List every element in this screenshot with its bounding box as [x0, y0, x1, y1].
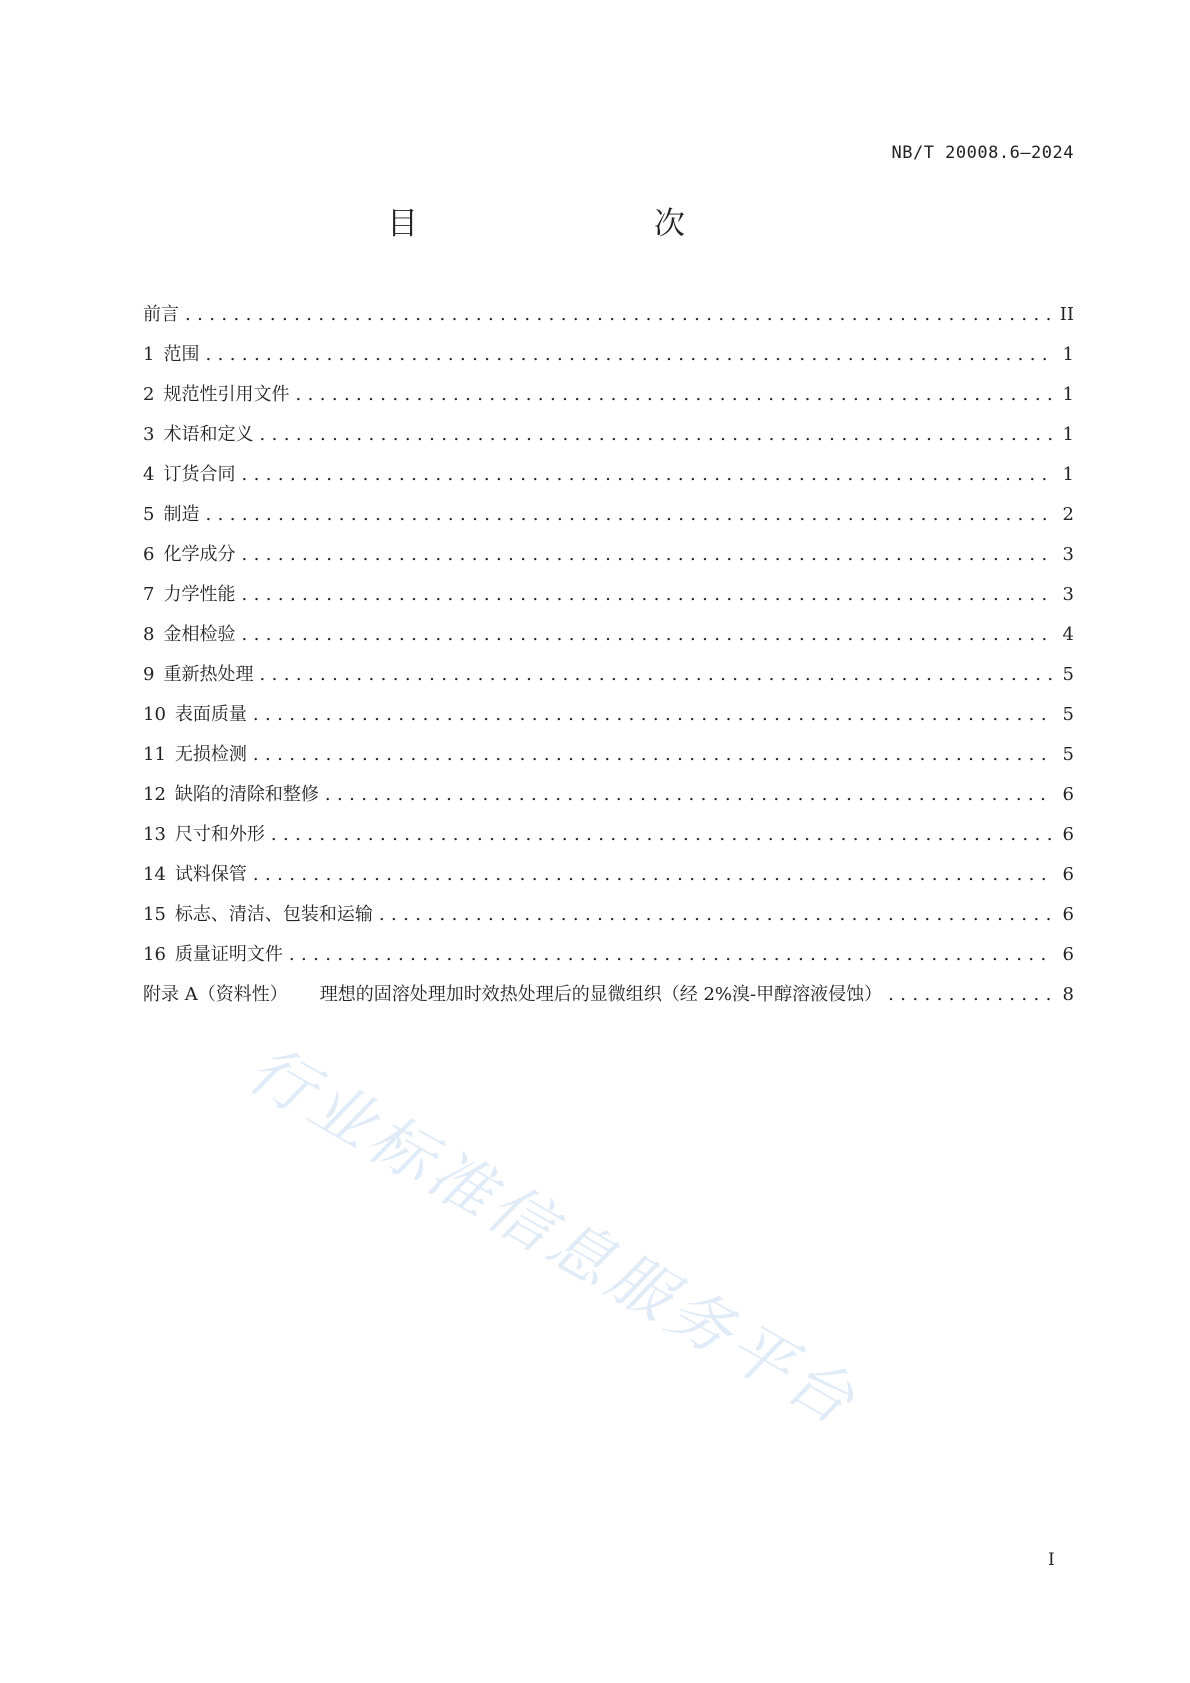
- toc-entry-number: 4: [143, 464, 155, 485]
- toc-entry-page: 1: [1062, 424, 1074, 445]
- toc-entry-label: 金相检验: [163, 624, 236, 645]
- toc-entry-label: 术语和定义: [163, 424, 254, 445]
- dot-leader: [253, 703, 1054, 727]
- toc-entry-16[interactable]: [143, 943, 1074, 983]
- toc-entry-page: 5: [1062, 704, 1074, 725]
- toc-entry-number: 7: [143, 584, 155, 605]
- toc-entry-14[interactable]: [143, 863, 1074, 903]
- dot-leader: [253, 863, 1054, 887]
- toc-entry-label: 无损检测: [174, 744, 247, 765]
- dot-leader: [259, 663, 1054, 687]
- toc-entry-label: 重新热处理: [163, 664, 254, 685]
- toc-entry-page: 1: [1062, 464, 1074, 485]
- toc-entry-9[interactable]: [143, 663, 1074, 703]
- toc-entry-label: 前言: [143, 304, 179, 325]
- toc-entry-number: 5: [143, 504, 155, 525]
- toc-entry-page: 3: [1062, 544, 1074, 565]
- toc-entry-label: 制造: [163, 504, 200, 525]
- dot-leader: [241, 583, 1054, 607]
- toc-entry-page: 8: [1062, 984, 1074, 1005]
- toc-entry-label: 质量证明文件: [174, 944, 283, 965]
- dot-leader: [241, 543, 1054, 567]
- toc-entry-10[interactable]: [143, 703, 1074, 743]
- dot-leader: [295, 383, 1054, 407]
- toc-entry-page: 6: [1062, 784, 1074, 805]
- dot-leader: [205, 343, 1054, 367]
- toc-entry-number: 1: [143, 344, 155, 365]
- toc-entry-page: 1: [1062, 384, 1074, 405]
- toc-entry-page: 2: [1062, 504, 1074, 525]
- toc-entry-8[interactable]: [143, 623, 1074, 663]
- toc-entry-number: 14: [143, 864, 166, 885]
- toc-entry-page: 6: [1062, 824, 1074, 845]
- toc-entry-number: 9: [143, 664, 155, 685]
- dot-leader: [185, 303, 1054, 327]
- toc-entry-13[interactable]: [143, 823, 1074, 863]
- toc-entry-page: 6: [1062, 904, 1074, 925]
- dot-leader: [205, 503, 1054, 527]
- toc-entry-page: 1: [1062, 344, 1074, 365]
- toc-entry-label: 试料保管: [174, 864, 247, 885]
- toc-entry-label: 缺陷的清除和整修: [174, 784, 319, 805]
- toc-entry-11[interactable]: [143, 743, 1074, 783]
- dot-leader: [888, 983, 1054, 1007]
- toc-entry-label: 尺寸和外形: [174, 824, 265, 845]
- toc-entry-number: 2: [143, 384, 155, 405]
- dot-leader: [241, 463, 1054, 487]
- toc-entry-number: 3: [143, 424, 155, 445]
- toc-entry-label: 化学成分: [163, 544, 236, 565]
- toc-entry-page: 6: [1062, 864, 1074, 885]
- toc-entry-annex-a[interactable]: [143, 983, 1074, 1023]
- toc-entry-page: 6: [1062, 944, 1074, 965]
- toc-entry-page: 5: [1062, 664, 1074, 685]
- toc-entry-number: 16: [143, 944, 166, 965]
- toc-entry-3[interactable]: [143, 423, 1074, 463]
- dot-leader: [241, 623, 1054, 647]
- toc-entry-foreword[interactable]: [143, 303, 1074, 343]
- toc-entry-number: 12: [143, 784, 166, 805]
- toc-entry-number: 13: [143, 824, 166, 845]
- dot-leader: [259, 423, 1054, 447]
- toc-entry-number: 15: [143, 904, 166, 925]
- toc-entry-15[interactable]: [143, 903, 1074, 943]
- toc-title: 目 次: [387, 206, 743, 242]
- toc-entry-number: 11: [143, 744, 166, 765]
- toc-entry-1[interactable]: [143, 343, 1074, 383]
- dot-leader: [379, 903, 1054, 927]
- toc-entry-7[interactable]: [143, 583, 1074, 623]
- standard-number: NB/T 20008.6—2024: [891, 143, 1074, 163]
- toc-entry-label: 规范性引用文件: [163, 384, 290, 405]
- table-of-contents: [143, 303, 1074, 1023]
- toc-entry-label: 订货合同: [163, 464, 236, 485]
- toc-entry-5[interactable]: [143, 503, 1074, 543]
- toc-entry-4[interactable]: [143, 463, 1074, 503]
- toc-entry-number: 10: [143, 704, 166, 725]
- toc-entry-label: 范围: [163, 344, 200, 365]
- dot-leader: [325, 783, 1054, 807]
- annex-prefix: 附录 A（资料性）: [143, 984, 288, 1005]
- toc-entry-2[interactable]: [143, 383, 1074, 423]
- toc-entry-6[interactable]: [143, 543, 1074, 583]
- toc-entry-label: 标志、清洁、包装和运输: [174, 904, 373, 925]
- watermark: 行业标准信息服务平台: [236, 1032, 871, 1441]
- toc-entry-page: II: [1059, 304, 1074, 325]
- annex-label: 理想的固溶处理加时效热处理后的显微组织（经 2%溴-甲醇溶液侵蚀）: [319, 984, 883, 1005]
- page-number: I: [1048, 1550, 1055, 1570]
- toc-entry-number: 6: [143, 544, 155, 565]
- toc-entry-number: 8: [143, 624, 155, 645]
- toc-entry-page: 5: [1062, 744, 1074, 765]
- dot-leader: [271, 823, 1054, 847]
- dot-leader: [289, 943, 1054, 967]
- toc-entry-label: 力学性能: [163, 584, 236, 605]
- toc-entry-12[interactable]: [143, 783, 1074, 823]
- dot-leader: [253, 743, 1054, 767]
- toc-entry-page: 3: [1062, 584, 1074, 605]
- toc-entry-page: 4: [1062, 624, 1074, 645]
- toc-entry-label: 表面质量: [174, 704, 247, 725]
